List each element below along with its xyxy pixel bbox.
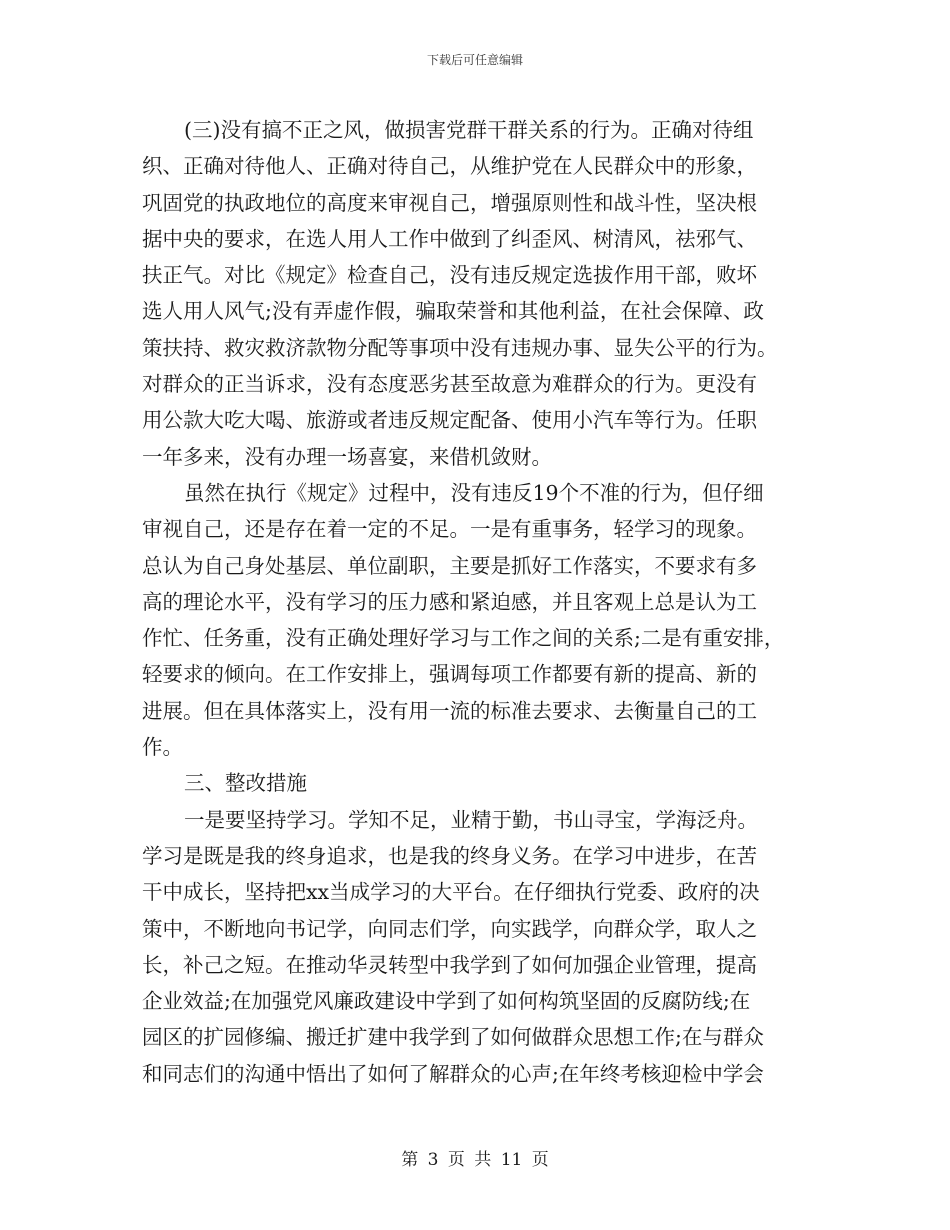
text-line: 扶正气。对比《规定》检查自己，没有违反规定选拔作用干部，败坏 (142, 263, 757, 288)
page-header: 下载后可任意编辑 (426, 53, 523, 67)
text-line: 干中成长，坚持把xx当成学习的大平台。在仔细执行党委、政府的决 (142, 880, 760, 905)
text-line: 和同志们的沟通中悟出了如何了解群众的心声;在年终考核迎检中学会 (142, 1061, 764, 1086)
text-line: 据中央的要求，在选人用人工作中做到了纠歪风、树清风，祛邪气、 (142, 226, 757, 251)
text-line: 轻要求的倾向。在工作安排上，强调每项工作都要有新的提高、新的 (142, 662, 757, 687)
text-line: 总认为自己身处基层、单位副职，主要是抓好工作落实，不要求有多 (142, 553, 757, 578)
text-line: 作。 (142, 735, 183, 760)
text-line: (三)没有搞不正之风，做损害党群干群关系的行为。正确对待组 (184, 118, 754, 142)
text-line: 一年多来，没有办理一场喜宴，来借机敛财。 (142, 444, 552, 469)
text-line: 高的理论水平，没有学习的压力感和紧迫感，并且客观上总是认为工 (142, 589, 757, 614)
text-line: 一是要坚持学习。学知不足，业精于勤，书山寻宝，学海泛舟。 (184, 807, 758, 832)
text-line: 进展。但在具体落实上，没有用一流的标准去要求、去衡量自己的工 (142, 698, 757, 723)
text-line: 学习是既是我的终身追求，也是我的终身义务。在学习中进步，在苦 (142, 843, 757, 868)
text-line: 巩固党的执政地位的高度来审视自己，增强原则性和战斗性，坚决根 (142, 190, 757, 215)
text-line: 织、正确对待他人、正确对待自己，从维护党在人民群众中的形象， (142, 154, 757, 179)
text-line: 对群众的正当诉求，没有态度恶劣甚至故意为难群众的行为。更没有 (142, 372, 757, 397)
text-line: 策扶持、救灾救济款物分配等事项中没有违规办事、显失公平的行为。 (142, 335, 778, 360)
text-line: 虽然在执行《规定》过程中，没有违反19个不准的行为，但仔细 (184, 480, 764, 505)
text-line: 审视自己，还是存在着一定的不足。一是有重事务，轻学习的现象。 (142, 517, 757, 542)
text-line: 三、整改措施 (184, 771, 307, 796)
text-line: 长，补己之短。在推动华灵转型中我学到了如何加强企业管理，提高 (142, 952, 757, 977)
text-line: 企业效益;在加强党风廉政建设中学到了如何构筑坚固的反腐防线;在 (142, 989, 751, 1014)
page-number-footer: 第 3 页 共 11 页 (401, 1150, 549, 1170)
document-body (142, 112, 814, 1092)
text-line: 用公款大吃大喝、旅游或者违反规定配备、使用小汽车等行为。任职 (142, 408, 757, 433)
text-line: 策中，不断地向书记学，向同志们学，向实践学，向群众学，取人之 (142, 916, 757, 941)
text-line: 作忙、任务重，没有正确处理好学习与工作之间的关系;二是有重安排， (142, 626, 785, 651)
text-line: 园区的扩园修编、搬迁扩建中我学到了如何做群众思想工作;在与群众 (142, 1025, 764, 1050)
text-line: 选人用人风气;没有弄虚作假，骗取荣誉和其他利益，在社会保障、政 (142, 299, 764, 324)
